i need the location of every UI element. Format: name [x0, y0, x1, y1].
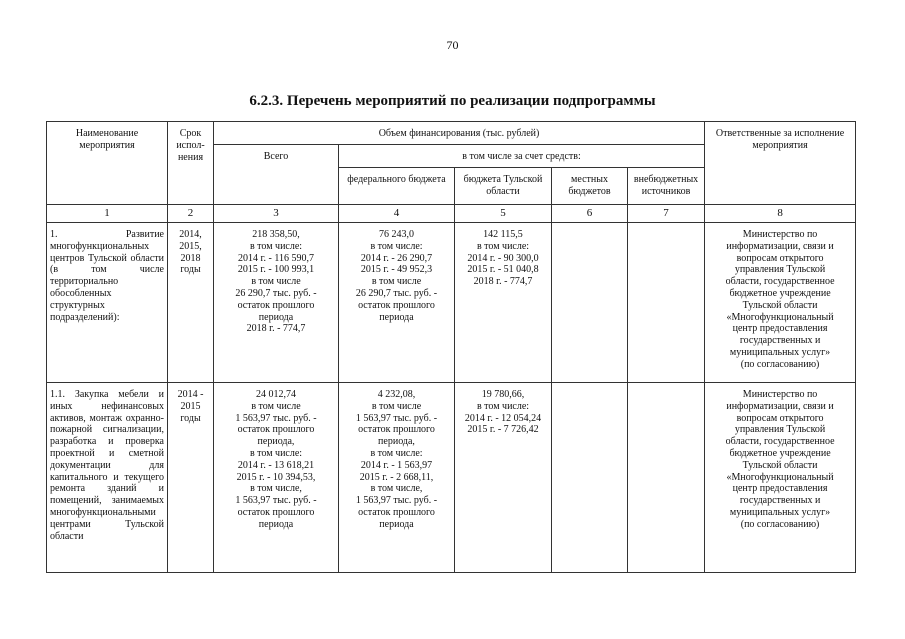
column-number: 4: [339, 205, 455, 223]
header-total: Всего: [214, 145, 339, 205]
row-extra: [628, 382, 705, 572]
column-number: 2: [168, 205, 214, 223]
row-federal: 76 243,0 в том числе: 2014 г. - 26 290,7 2015 г. - 49 952,3 в том числе 26 290,7 тыс. руб. - остаток прошлого периода: [339, 222, 455, 382]
header-name: Наименование мероприятия: [47, 122, 168, 205]
row-extra: [628, 222, 705, 382]
column-number: 5: [455, 205, 552, 223]
row-total: 218 358,50, в том числе: 2014 г. - 116 590,7 2015 г. - 100 993,1 в том числе 26 290,7 тыс. руб. - остаток прошлого периода 2018 г. - 774,7: [214, 222, 339, 382]
header-extra: внебюджетных источников: [628, 168, 705, 205]
header-responsible: Ответственные за исполнение мероприятия: [705, 122, 856, 205]
row-responsible: Министерство по информатизации, связи и вопросам открытого управления Тульской области, государственное бюджетное учреждение Тульской области «Многофункциональный центр предоставления государственных и муниципальных услуг» (по согласованию): [705, 382, 856, 572]
measures-table: [46, 121, 856, 573]
header-regional: бюджета Тульской области: [455, 168, 552, 205]
row-name: 1.1. Закупка мебели и иных нефинансовых активов, монтаж охранно-пожарной сигнализации, разработка и проверка проектной и сметной документации для капитального и текущего ремонта зданий и помещений, занимаемых многофункциональными центрами Тульской области: [47, 382, 168, 572]
table-row: [47, 382, 856, 572]
header-local: местных бюджетов: [552, 168, 628, 205]
row-term: 2014, 2015, 2018 годы: [168, 222, 214, 382]
header-including: в том числе за счет средств:: [339, 145, 705, 168]
column-number: 7: [628, 205, 705, 223]
column-number: 1: [47, 205, 168, 223]
column-number: 6: [552, 205, 628, 223]
table-row: [47, 222, 856, 382]
row-total: 24 012,74 в том числе 1 563,97 тыс. руб. - остаток прошлого периода, в том числе: 2014 г. - 13 618,21 2015 г. - 10 394,53, в том числе, 1 563,97 тыс. руб. - остаток прошлого периода: [214, 382, 339, 572]
column-number: 8: [705, 205, 856, 223]
row-local: [552, 222, 628, 382]
page-title: 6.2.3. Перечень мероприятий по реализации подпрограммы: [249, 93, 656, 109]
row-local: [552, 382, 628, 572]
row-term: 2014 - 2015 годы: [168, 382, 214, 572]
row-name: 1. Развитие многофункциональных центров Тульской области (в том числе территориально обособленных структурных подразделений):: [47, 222, 168, 382]
column-numbers-row: [47, 205, 856, 223]
header-term: Срок испол-нения: [168, 122, 214, 205]
row-responsible: Министерство по информатизации, связи и вопросам открытого управления Тульской области, государственное бюджетное учреждение Тульской области «Многофункциональный центр предоставления государственных и муниципальных услуг» (по согласованию): [705, 222, 856, 382]
header-funding: Объем финансирования (тыс. рублей): [214, 122, 705, 145]
page-number: 70: [446, 38, 459, 52]
column-number: 3: [214, 205, 339, 223]
row-regional: 142 115,5 в том числе: 2014 г. - 90 300,0 2015 г. - 51 040,8 2018 г. - 774,7: [455, 222, 552, 382]
row-federal: 4 232,08, в том числе 1 563,97 тыс. руб. - остаток прошлого периода, в том числе: 2014 г. - 1 563,97 2015 г. - 2 668,11, в том числе, 1 563,97 тыс. руб. - остаток прошлого периода: [339, 382, 455, 572]
header-row-1: [47, 122, 856, 145]
row-regional: 19 780,66, в том числе: 2014 г. - 12 054,24 2015 г. - 7 726,42: [455, 382, 552, 572]
header-federal: федерального бюджета: [339, 168, 455, 205]
